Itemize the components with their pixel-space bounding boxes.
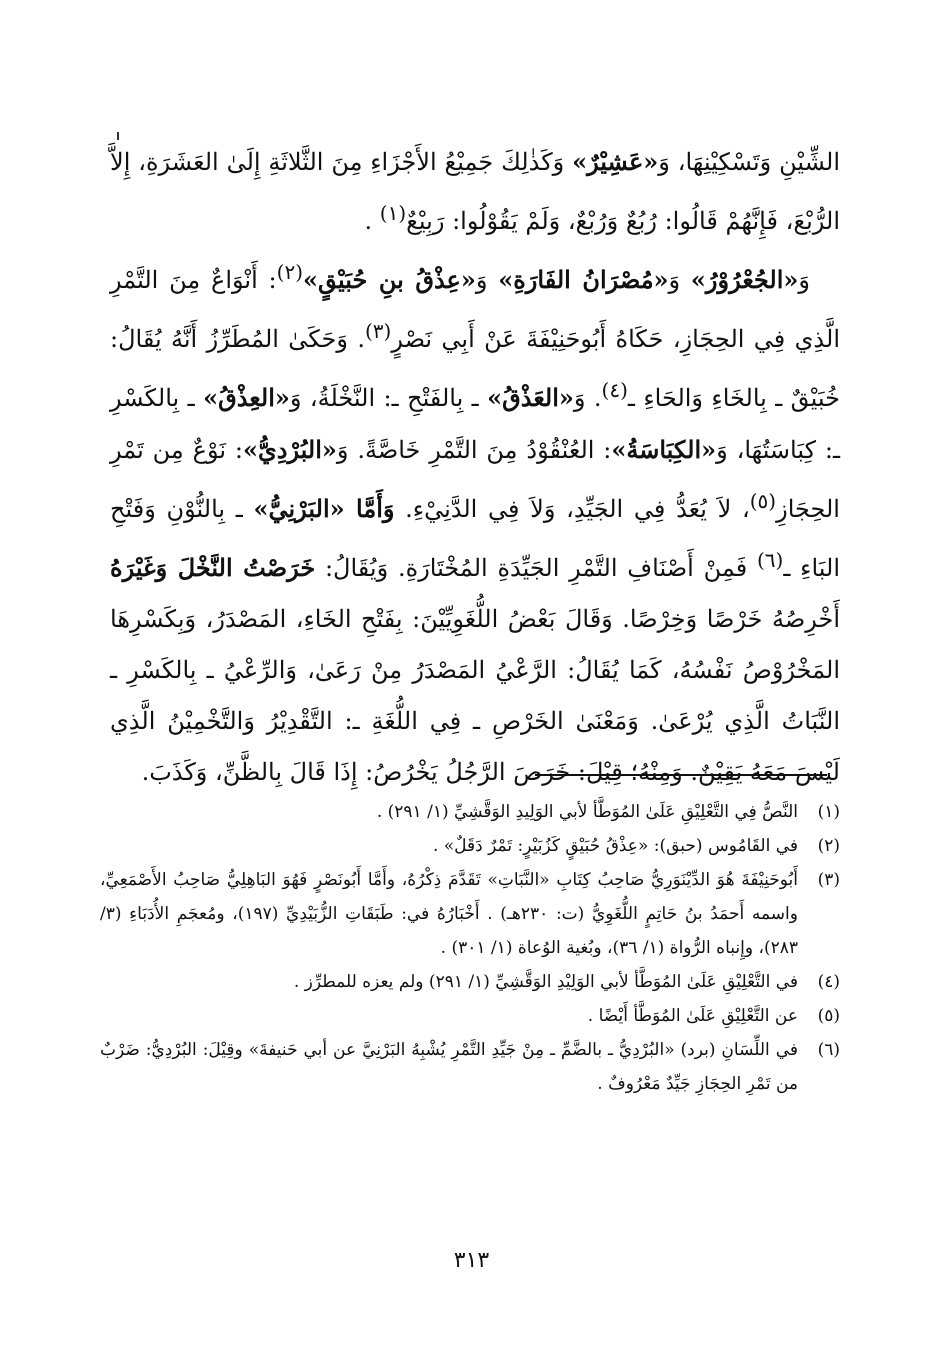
footnote-separator xyxy=(535,774,827,776)
text-run: ـ بِالكَسْرِ ـ: كِبَاسَتُهَا، وَ xyxy=(110,384,840,464)
footnote-6 xyxy=(100,1033,840,1101)
text-run: وَ xyxy=(798,266,810,294)
text-run: ، لاَ يُعَدُّ فِي الجَيِّدِ، وَلاَ فِي الدَّنِيْءِ. xyxy=(394,495,750,523)
headword: وَأَمَّا «البَرْنِيُّ» xyxy=(253,494,395,523)
footnote-4 xyxy=(100,965,840,999)
text-run: . وَحَكَىٰ المُطَرِّزُ أَنَّهُ يُقَالُ: خُبَيْقٌ ـ بِالخَاءِ وَالحَاءِ ـ xyxy=(110,325,841,412)
footnotes xyxy=(100,795,840,1101)
headword: خَرَصْتُ النَّخْلَ وَغَيْرَهُ xyxy=(110,553,316,582)
footnote-text: في التَّعْلِيْقِ عَلَىٰ المُوَطَّأ لأبي الوَلِيْدِ الوَقَّشِيِّ (١/ ٢٩١) ولم يعزه للمطرِّز . xyxy=(293,972,798,992)
text-run: وَكَذٰلِكَ جَمِيْعُ الأَجْزَاءِ مِنَ الثَّلاثَةِ إِلَىٰ العَشَرَةِ، إِلاَّ الرُّبْعَ، فَإِنَّهُمْ قَالُوا: رُبُعٌ وَرُبْعٌ، وَلَمْ يَقُوْلُوا: رَبِيْعٌ xyxy=(110,148,840,235)
headword: «العَذْقُ» xyxy=(487,383,574,412)
page-number: ٣١٣ xyxy=(453,1248,490,1273)
text-run: وَ xyxy=(668,266,691,294)
headword: «عَشِيْرٌ» xyxy=(572,147,659,176)
text-run: . وَ xyxy=(573,384,602,412)
text-run: وَ xyxy=(475,266,499,294)
text-run: . xyxy=(364,207,380,235)
text-run: أَخْرِصُهُ خَرْصًا وَخِرْصًا. وَقَالَ بَعْضُ اللُّغَوِيِّيْنَ: بِفَتْحِ الخَاءِ، المَصْدَرُ، وَبِكَسْرِهَا المَخْرُوْصُ نَفْسُهُ، كَمَا يُقَالُ: الرَّعْيُ المَصْدَرُ مِنْ رَعَىٰ، وَالرِّعْيُ ـ بِالكَسْرِ ـ النَّبَاتُ الَّذِي يُرْعَىٰ. وَمَعْنَىٰ الخَرْصِ ـ فِي اللُّغَةِ ـ: التَّقْدِيْرُ وَالتَّخْمِيْنُ الَّذِي لَيْسَ مَعَهُ يَقِيْنٌ. وَمِنْهُ؛ قِيْلَ: خَرَصَ الرَّجُلُ يَخْرُصُ: إِذَا قَالَ بِالظَّنِّ، وَكَذَبَ. xyxy=(110,605,840,786)
footnote-5 xyxy=(100,999,840,1033)
footnote-number: (٤) xyxy=(817,972,840,992)
footnote-number: (٥) xyxy=(817,1006,840,1026)
footnote-ref[interactable]: (٦) xyxy=(756,548,784,572)
footnote-1 xyxy=(100,795,840,829)
footnote-ref[interactable]: (٣) xyxy=(364,319,392,343)
footnote-text: النَّصُّ فِي التَّعْلِيْقِ عَلَىٰ المُوَطَّأ لأبي الوَلِيدِ الوَقَّشِيِّ (١/ ٢٩١) . xyxy=(376,802,798,822)
footnote-text: عن التَّعْلِيْقِ عَلَىٰ المُوَطَّأ أَيْضًا . xyxy=(587,1006,798,1026)
footnote-text: في اللِّسَانِ (برد) «البُرْدِيُّ ـ بالضَّمِّ ـ مِنْ جَيِّدِ التَّمْرِ يُشْبِهُ البَرْنِيَّ عن أبي حَنيفةَ» وقِيْلَ: البُرْدِيُّ: ضَرْبٌ من تَمْرِ الحِجَازِ جَيِّدٌ مَعْرُوفٌ . xyxy=(100,1040,798,1094)
footnote-ref[interactable]: (٤) xyxy=(601,378,628,402)
footnote-text: في القَامُوس (حبق): «عِذْقُ حُبَيْقٍ كَزُبَيْرٍ: تَمْرٌ دَقَلٌ» . xyxy=(432,836,798,856)
footnote-ref[interactable]: (٢) xyxy=(276,260,304,284)
headword: «الكِبَاسَةُ» xyxy=(611,435,717,464)
text-run: : العُنْقُوْدُ مِنَ التَّمْرِ خَاصَّةً. وَ xyxy=(336,436,612,464)
footnote-ref[interactable]: (١) xyxy=(379,201,407,225)
text-run: الشِّيْنِ وَتَسْكِيْنِهَا، وَ xyxy=(658,148,840,176)
text-run: ـ بِالفَتْحِ ـ: النَّخْلَةُ، وَ xyxy=(289,384,488,412)
footnote-number: (٦) xyxy=(817,1040,840,1060)
text-run: : نَوْعٌ مِن تَمْرِ الحِجَازِ xyxy=(110,436,840,523)
footnote-text: أَبُوحَنِيْفَةَ هُوَ الدِّيْنَوَرِيُّ صَاحِبُ كِتَابِ «النَّبَاتِ» تَقَدَّمَ ذِكْرُهُ، وأَمَّا أَبُونَصْرٍ فَهُوَ البَاهِلِيُّ صَاحِبُ الأَصْمَعِيِّ، واسمه أَحمَدُ بنُ حَاتِمٍ اللُّغَوِيُّ (ت: ٢٣٠هـ) . أَخْبَارُهُ في: طَبَقَاتِ الزُّبَيْدِيِّ (١٩٧)، ومُعجَمِ الأُدَبَاءِ (٣/ ٢٨٣)، وإِنباه الرُّواة (١/ ٣٦)، وبُغية الوُعاة (١/ ٣٠١) . xyxy=(100,870,798,958)
headword: «مُصْرَانُ الفَارَةِ» xyxy=(498,265,669,294)
paragraph-1 xyxy=(110,136,840,247)
text-run: : أَنْوَاعٌ مِنَ التَّمْرِ الَّذِي فِي الحِجَازِ، حَكَاهُ أَبُوحَنِيْفَةَ عَنْ أَبِي نَصْرٍ xyxy=(110,266,840,353)
footnote-2 xyxy=(100,829,840,863)
text-run: فَمِنْ أَصْنَافِ التَّمْرِ الجَيِّدَةِ المُخْتَارَةِ. وَيُقَالُ: xyxy=(315,554,757,582)
footnote-3 xyxy=(100,863,840,965)
paragraph-2 xyxy=(110,247,840,798)
footnote-number: (٣) xyxy=(817,870,840,890)
footnote-ref[interactable]: (٥) xyxy=(749,489,777,513)
footnote-number: (١) xyxy=(817,802,840,822)
headword: «البُرْدِيُّ» xyxy=(242,435,337,464)
headword: «الجُعْرُوْرُ» xyxy=(690,265,799,294)
text-run: ـ بِالنُّوْنِ وَفَتْحِ البَاءِ ـ xyxy=(110,495,841,582)
main-text xyxy=(110,136,840,798)
headword: «عِذْقُ بنِ حُبَيْقٍ» xyxy=(303,265,476,294)
headword: «العِذْقُ» xyxy=(203,383,290,412)
footnote-number: (٢) xyxy=(817,836,840,856)
